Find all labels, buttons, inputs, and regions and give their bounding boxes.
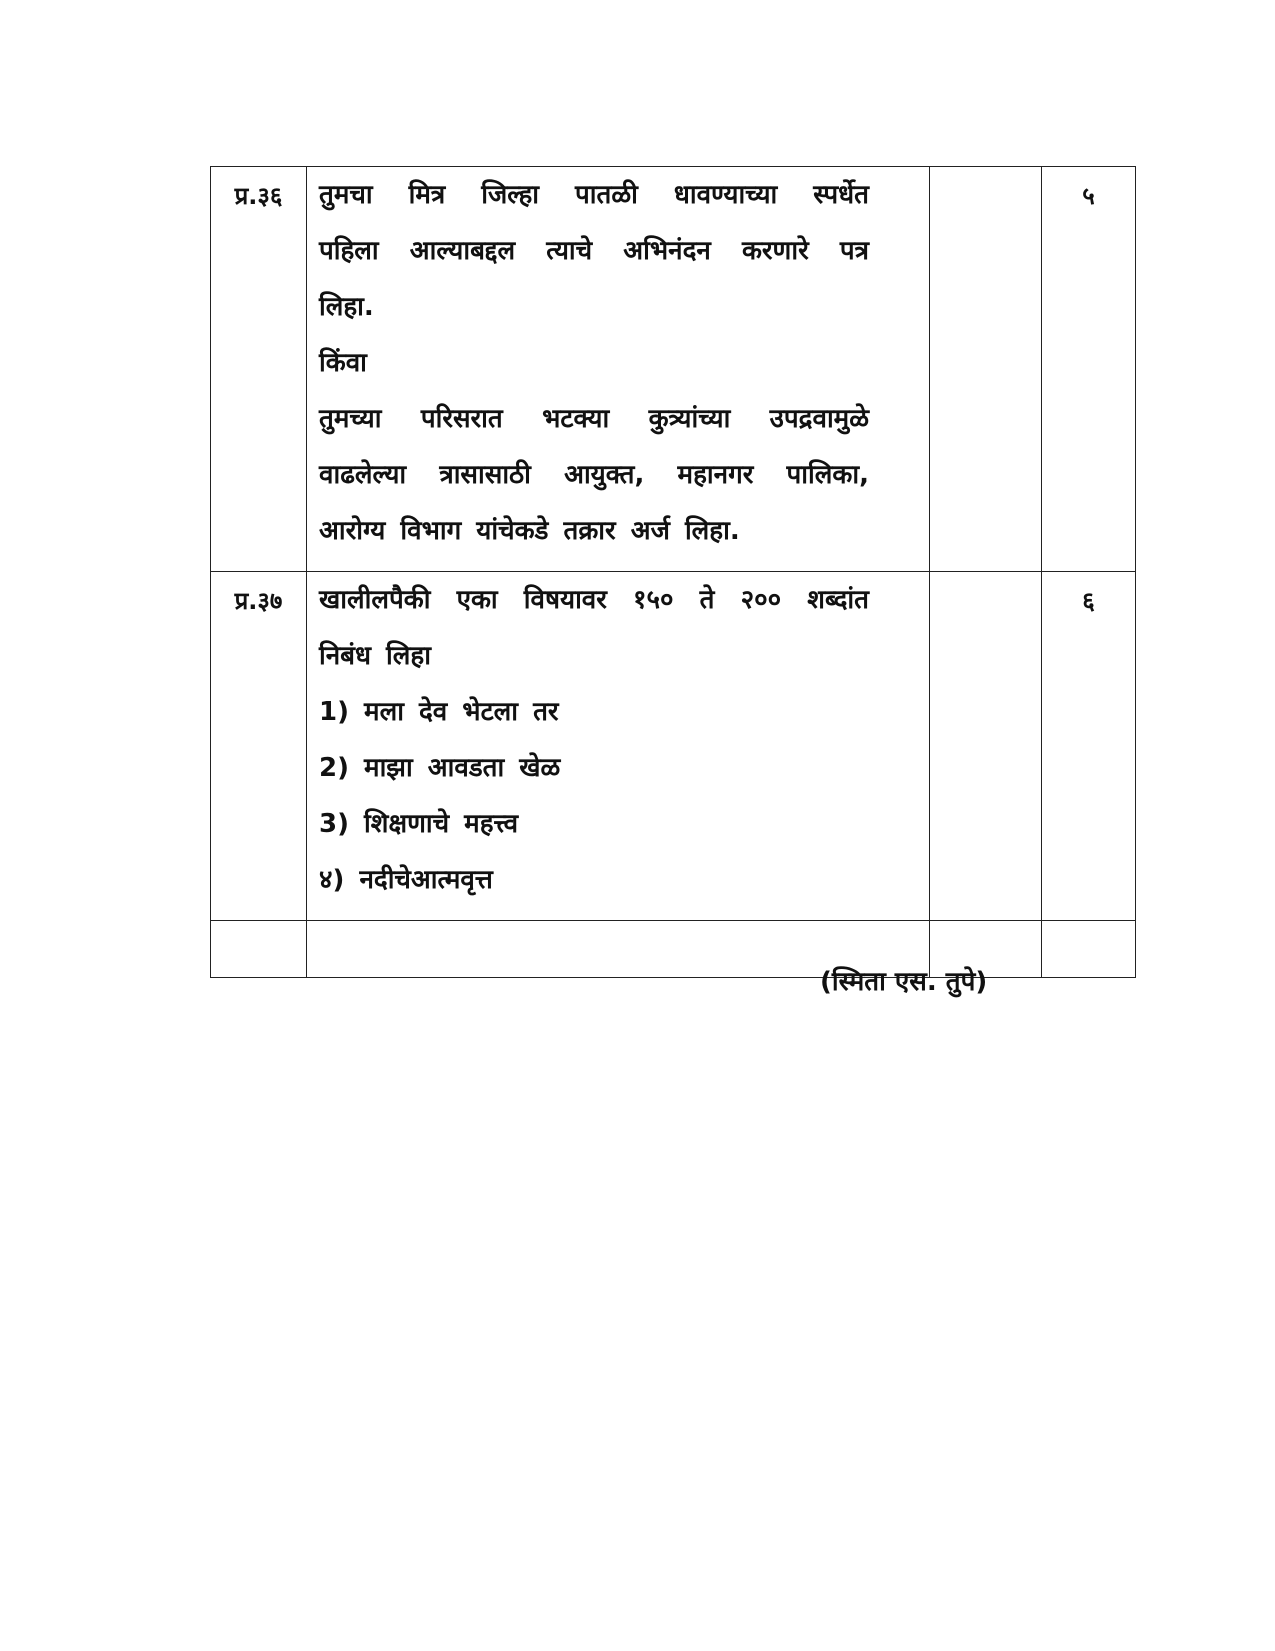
question-option: ४) नदीचेआत्मवृत्त <box>319 865 493 895</box>
question-text <box>307 167 930 572</box>
blank-cell <box>211 921 307 978</box>
question-line: आरोग्य विभाग यांचेकडे तक्रार अर्ज लिहा. <box>319 516 740 546</box>
blank-cell <box>930 167 1042 572</box>
question-line: निबंध लिहा <box>319 641 431 671</box>
question-line: तुमच्या परिसरात भटक्या कुत्र्यांच्या उपद्रवामुळे <box>319 404 869 434</box>
question-line: लिहा. <box>319 292 374 322</box>
empty-row <box>211 921 1136 978</box>
question-line: वाढलेल्या त्रासासाठी आयुक्त, महानगर पालिका, <box>319 460 869 490</box>
question-marks: ६ <box>1042 572 1136 921</box>
question-text <box>307 572 930 921</box>
question-line: किंवा <box>319 348 367 378</box>
question-line: खालीलपैकी एका विषयावर १५० ते २०० शब्दांत <box>319 585 869 615</box>
question-row-36 <box>211 167 1136 572</box>
author-signature: (स्मिता एस. तुपे) <box>820 967 988 997</box>
question-option: 2) माझा आवडता खेळ <box>319 753 561 783</box>
question-line: पहिला आल्याबद्दल त्याचे अभिनंदन करणारे पत्र <box>319 236 869 266</box>
question-number: प्र.३७ <box>211 572 307 921</box>
question-number: प्र.३६ <box>211 167 307 572</box>
blank-cell <box>1042 921 1136 978</box>
question-option: 1) मला देव भेटला तर <box>319 697 559 727</box>
question-row-37 <box>211 572 1136 921</box>
question-marks: ५ <box>1042 167 1136 572</box>
blank-cell <box>930 572 1042 921</box>
question-line: तुमचा मित्र जिल्हा पातळी धावण्याच्या स्पर्धेत <box>319 180 869 210</box>
question-table <box>210 166 1136 978</box>
question-option: 3) शिक्षणाचे महत्त्व <box>319 809 519 839</box>
